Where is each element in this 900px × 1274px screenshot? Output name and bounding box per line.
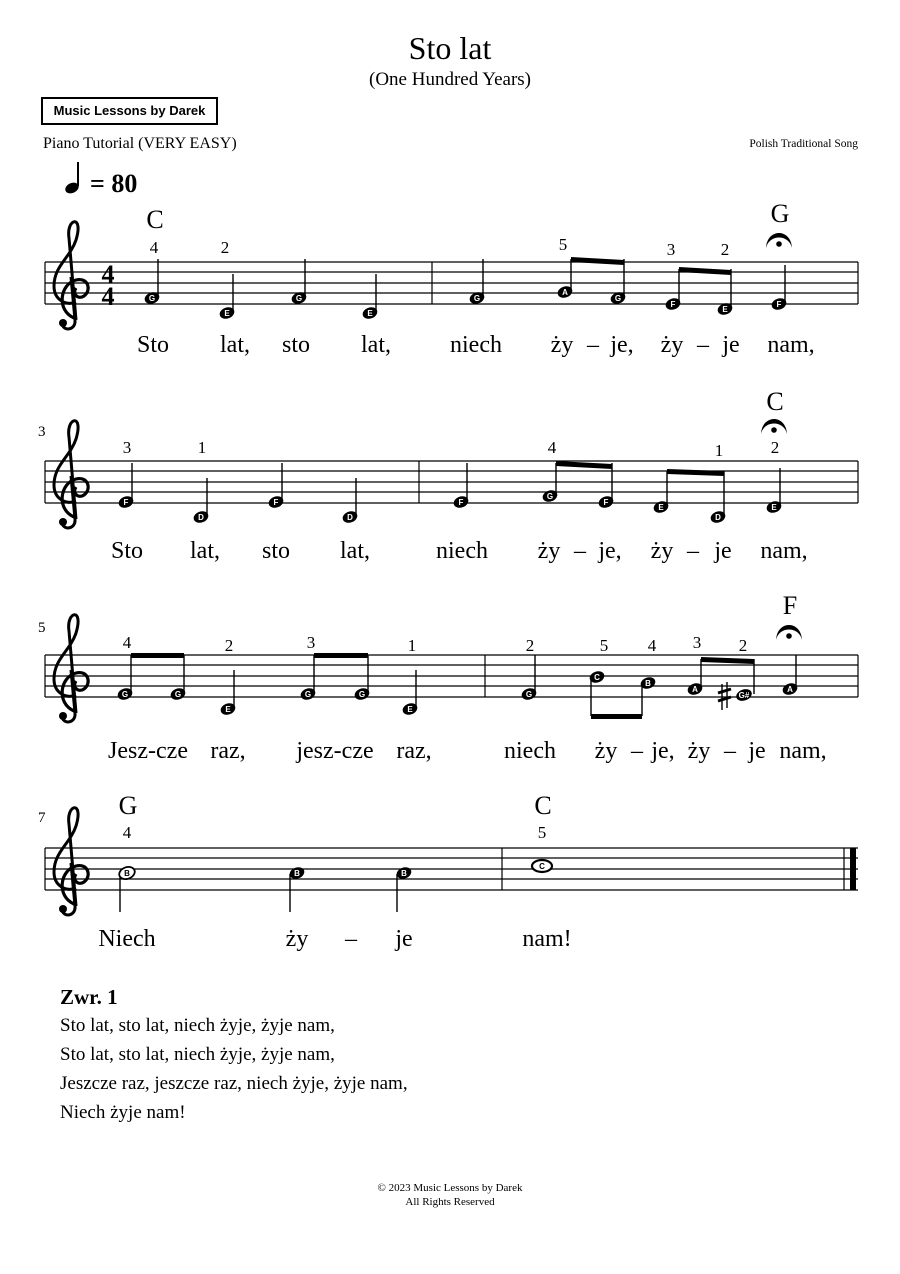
- fermata-icon: [766, 233, 792, 248]
- svg-text:G: G: [473, 294, 481, 303]
- measure-number: 7: [38, 810, 46, 826]
- svg-text:G: G: [174, 690, 182, 699]
- measure-number: 3: [38, 424, 46, 440]
- lyric-hyphen: –: [724, 738, 736, 764]
- svg-text:F: F: [670, 300, 676, 309]
- staff-lines: [45, 262, 858, 304]
- chord-symbol: C: [534, 791, 552, 820]
- verse-title: Zwr. 1: [60, 985, 118, 1009]
- lyric-hyphen: –: [587, 332, 599, 358]
- svg-text:E: E: [224, 309, 230, 318]
- lyric-syllable: ży: [537, 538, 561, 564]
- chord-symbol: F: [782, 591, 798, 620]
- fingering: 2: [220, 238, 230, 257]
- fingering: 3: [122, 438, 132, 457]
- lyric-syllable: Niech: [98, 926, 156, 952]
- svg-text:B: B: [645, 679, 651, 688]
- chord-symbol: C: [766, 387, 784, 416]
- svg-text:F: F: [123, 498, 129, 507]
- lyric-syllable: ży: [594, 738, 618, 764]
- svg-text:G: G: [546, 492, 554, 501]
- svg-text:F: F: [603, 498, 609, 507]
- lyric-syllable: niech: [436, 538, 488, 564]
- fermata-icon: [776, 625, 802, 640]
- fingering: 2: [738, 636, 748, 655]
- svg-text:A: A: [692, 685, 698, 694]
- lyric-hyphen: –: [631, 738, 643, 764]
- fingering: 3: [306, 633, 316, 652]
- lyric-syllable: Jesz-cze: [108, 738, 188, 764]
- svg-text:G: G: [148, 294, 156, 303]
- time-signature-bottom: 4: [101, 282, 115, 311]
- verse-line: Niech żyje nam!: [60, 1102, 186, 1123]
- quarter-note-icon: [64, 162, 81, 195]
- lyric-hyphen: –: [345, 926, 357, 952]
- lyric-syllable: niech: [504, 738, 556, 764]
- note-heads: [117, 860, 552, 881]
- lyric-syllable: ży: [285, 926, 309, 952]
- lyric-syllable: Sto: [136, 332, 170, 358]
- lyric-syllable: je: [722, 332, 740, 358]
- svg-text:E: E: [771, 503, 777, 512]
- lyric-syllable: jesz-cze: [296, 738, 374, 764]
- brand-label: Music Lessons by Darek: [41, 97, 218, 125]
- lyric-syllable: ży: [650, 538, 674, 564]
- note-heads: [117, 488, 783, 524]
- svg-text:D: D: [198, 513, 204, 522]
- svg-text:G: G: [358, 690, 366, 699]
- fingering: 1: [714, 441, 724, 460]
- lyrics-row: [137, 332, 815, 358]
- svg-text:E: E: [225, 705, 231, 714]
- verse-line: Sto lat, sto lat, niech żyje, żyje nam,: [60, 1044, 335, 1065]
- fingering: 5: [537, 823, 547, 842]
- svg-text:F: F: [273, 498, 279, 507]
- lyrics-row: [111, 538, 808, 564]
- score-title: Sto lat: [408, 30, 492, 66]
- svg-text:E: E: [407, 705, 413, 714]
- lyric-syllable: lat,: [340, 538, 370, 564]
- fingering: 2: [525, 636, 535, 655]
- lyric-hyphen: –: [574, 538, 586, 564]
- svg-text:G: G: [614, 294, 622, 303]
- svg-text:F: F: [776, 300, 782, 309]
- lyric-syllable: nam,: [760, 538, 808, 564]
- fingering: 3: [666, 240, 676, 259]
- fingering: 1: [407, 636, 417, 655]
- system-1: [45, 199, 858, 358]
- copyright-text: © 2023 Music Lessons by Darek: [377, 1182, 523, 1194]
- time-signature: [102, 260, 115, 311]
- note-heads: [143, 284, 788, 320]
- lyric-syllable: ży: [687, 738, 711, 764]
- fingering: 3: [692, 633, 702, 652]
- lyric-syllable: lat,: [220, 332, 250, 358]
- svg-text:A: A: [787, 685, 793, 694]
- svg-text:E: E: [722, 305, 728, 314]
- svg-text:G: G: [525, 690, 533, 699]
- fingering: 2: [720, 240, 730, 259]
- time-signature-top: 4: [101, 260, 115, 289]
- note-head: [735, 687, 754, 703]
- tempo-marking: [64, 162, 138, 198]
- lyric-syllable: je,: [598, 538, 622, 564]
- lyric-hyphen: –: [697, 332, 709, 358]
- system-2: [38, 387, 858, 564]
- lyric-syllable: nam!: [522, 926, 572, 952]
- lyric-syllable: ży: [550, 332, 574, 358]
- rights-text: All Rights Reserved: [405, 1196, 495, 1208]
- fingering: 2: [224, 636, 234, 655]
- svg-text:A: A: [562, 288, 568, 297]
- svg-text:D: D: [347, 513, 353, 522]
- fingering: 4: [122, 823, 132, 842]
- lyrics-row: [98, 926, 571, 952]
- svg-text:G: G: [304, 690, 312, 699]
- tempo-value: = 80: [90, 169, 138, 198]
- lyric-syllable: raz,: [210, 738, 246, 764]
- lyric-syllable: lat,: [190, 538, 220, 564]
- tutorial-label: Piano Tutorial (VERY EASY): [43, 135, 237, 152]
- treble-clef-icon: [54, 615, 88, 722]
- svg-text:B: B: [401, 869, 407, 878]
- lyric-syllable: je,: [610, 332, 634, 358]
- fingering: 4: [647, 636, 657, 655]
- lyric-syllable: ży: [660, 332, 684, 358]
- chord-symbol: G: [770, 199, 790, 228]
- lyric-syllable: je: [748, 738, 766, 764]
- fermata-icon: [761, 419, 787, 434]
- staff-lines: [45, 848, 858, 890]
- svg-text:F: F: [458, 498, 464, 507]
- fingering: 2: [770, 438, 780, 457]
- verse-line: Jeszcze raz, jeszcze raz, niech żyje, żyje nam,: [60, 1073, 408, 1094]
- svg-text:E: E: [367, 309, 373, 318]
- lyric-syllable: je,: [651, 738, 675, 764]
- note-head: [532, 860, 552, 872]
- system-3: [38, 591, 858, 764]
- lyric-syllable: lat,: [361, 332, 391, 358]
- fingering: 4: [149, 238, 159, 257]
- lyric-syllable: sto: [281, 332, 311, 358]
- lyric-syllable: raz,: [396, 738, 432, 764]
- fingering: 5: [558, 235, 568, 254]
- lyric-syllable: niech: [450, 332, 502, 358]
- fingering: 4: [547, 438, 557, 457]
- verse-line: Sto lat, sto lat, niech żyje, żyje nam,: [60, 1015, 335, 1036]
- svg-text:G: G: [295, 294, 303, 303]
- treble-clef-icon: [54, 222, 88, 329]
- staff-lines: [45, 461, 858, 503]
- system-4: [38, 791, 858, 952]
- chord-symbol: G: [118, 791, 138, 820]
- svg-text:C: C: [539, 862, 545, 871]
- composer-label: Polish Traditional Song: [749, 138, 858, 150]
- fingering: 5: [599, 636, 609, 655]
- svg-text:E: E: [658, 503, 664, 512]
- score-subtitle: (One Hundred Years): [369, 69, 531, 90]
- lyric-syllable: je: [714, 538, 732, 564]
- measure-number: 5: [38, 620, 46, 636]
- svg-text:C: C: [594, 673, 600, 682]
- lyrics-row: [108, 738, 827, 764]
- lyric-syllable: nam,: [779, 738, 827, 764]
- lyric-syllable: sto: [261, 538, 291, 564]
- final-barline: [850, 848, 856, 890]
- treble-clef-icon: [54, 421, 88, 528]
- svg-text:B: B: [124, 869, 130, 878]
- fingering: 1: [197, 438, 207, 457]
- lyric-hyphen: –: [687, 538, 699, 564]
- svg-text:G#: G#: [738, 691, 750, 700]
- fingering: 4: [122, 633, 132, 652]
- treble-clef-icon: [54, 808, 88, 915]
- lyric-syllable: je: [395, 926, 413, 952]
- lyric-syllable: Sto: [110, 538, 144, 564]
- svg-text:D: D: [715, 513, 721, 522]
- chord-symbol: C: [146, 205, 164, 234]
- footer: [0, 1181, 900, 1209]
- lyric-syllable: nam,: [767, 332, 815, 358]
- svg-text:B: B: [294, 869, 300, 878]
- svg-text:G: G: [121, 690, 129, 699]
